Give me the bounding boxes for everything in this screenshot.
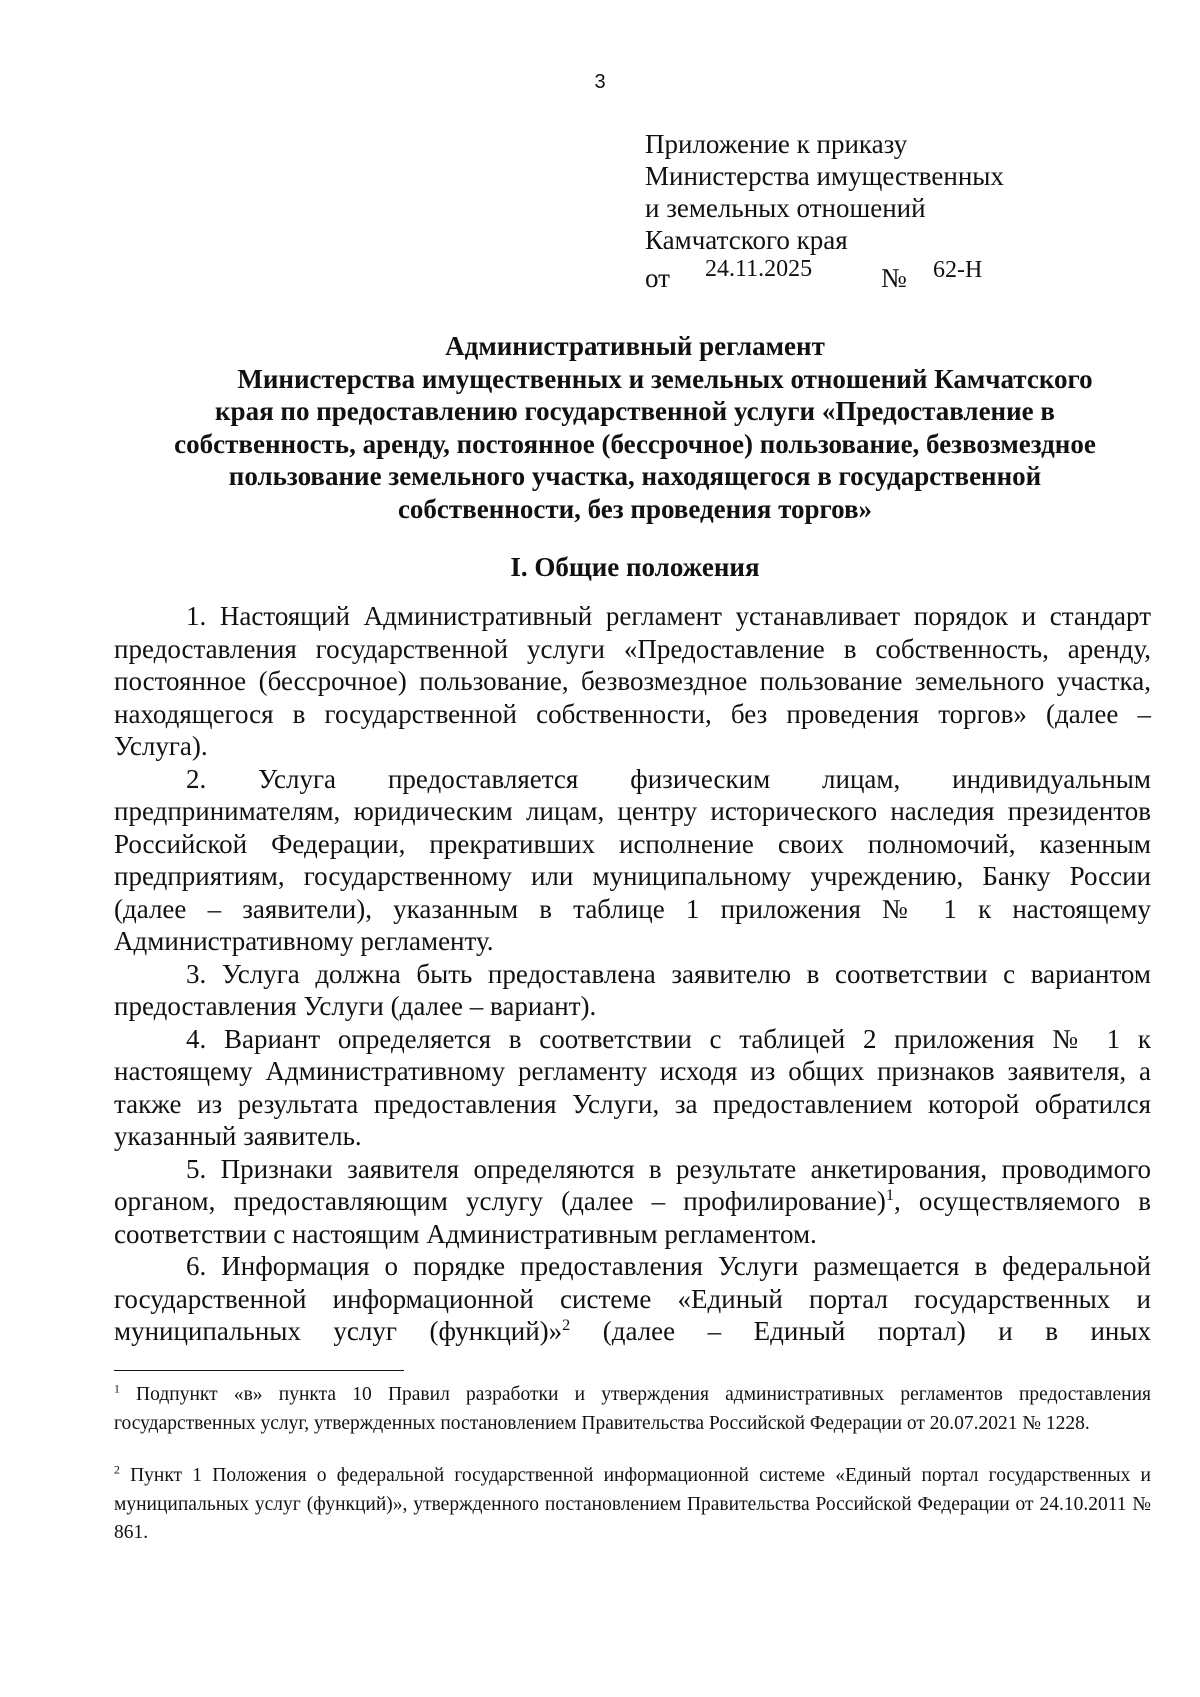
page-number: 3 [594, 71, 606, 93]
appendix-line: и земельных отношений [645, 193, 926, 223]
footnote-text: Подпункт «в» пункта 10 Правил разработки и утверждения административных регламентов предоставления государственных услуг, утвержденных постановлением Правительства Российской Федерации от 20.07.2021 № 1228. [114, 1384, 1151, 1434]
footnote-1 [114, 1381, 1151, 1438]
paragraph-3: 3. Услуга должна быть предоставлена заявителю в соответствии с вариантом предоставления Услуги (далее – вариант). [114, 958, 1151, 1021]
footnote-divider [114, 1370, 404, 1371]
number-sign: № [881, 263, 907, 293]
paragraph-6-text-cont: (далее – Единый портал) и в иных [570, 1316, 1151, 1346]
paragraph-5-text-cont: , осуществляемого в соответствии с настоящим Административным регламентом. [114, 1186, 1151, 1249]
paragraph-5 [114, 1153, 1151, 1251]
paragraph-1: 1. Настоящий Административный регламент устанавливает порядок и стандарт предоставления государственной услуги «Предоставление в собственность, аренду, постоянное (бессрочное) пользование, безвозмездное пользование земельного участка, находящегося в государственной собственности, без проведения торгов» (далее – Услуга). [114, 601, 1151, 761]
footnote-text: Пункт 1 Положения о федеральной государственной информационной системе «Единый портал государственных и муниципальных услуг (функций)», утвержденного постановлением Правительства Российской Федерации от 24.10.2011 № 861. [114, 1465, 1151, 1543]
appendix-line: Министерства имущественных [645, 161, 1004, 191]
appendix-line: Приложение к приказу [645, 129, 908, 159]
paragraph-6 [114, 1250, 1151, 1348]
order-date: 24.11.2025 [705, 256, 813, 282]
appendix-block [645, 128, 1125, 293]
document-body [114, 600, 1151, 1348]
document-title [140, 330, 1130, 525]
footnotes [114, 1381, 1151, 1548]
title-line: Министерства имущественных и земельных отношений Камчатского [237, 363, 1093, 394]
order-number: 62-Н [933, 257, 983, 283]
title-line: Административный регламент [445, 331, 825, 361]
footnote-ref-1: 1 [885, 1186, 894, 1204]
footnote-mark: 1 [114, 1382, 120, 1396]
title-line: собственность, аренду, постоянное (бессрочное) пользование, безвозмездное [174, 428, 1096, 459]
paragraph-4: 4. Вариант определяется в соответствии с таблицей 2 приложения № 1 к настоящему Административному регламенту исходя из общих признаков заявителя, а также из результата предоставления Услуги, за предоставлением которой обратился указанный заявитель. [114, 1023, 1151, 1151]
paragraph-5-text: 5. Признаки заявителя определяются в результате анкетирования, проводимого органом, предоставляющим услугу (далее – профилирование) [114, 1153, 1151, 1216]
paragraph-2: 2. Услуга предоставляется физическим лицам, индивидуальным предпринимателям, юридическим лицам, центру исторического наследия президентов Российской Федерации, прекративших исполнение своих полномочий, казенным предприятиям, государственному или муниципальному учреждению, Банку России (далее – заявители), указанным в таблице 1 приложения № 1 к настоящему Административному регламенту. [114, 763, 1151, 956]
footnote-ref-2: 2 [562, 1316, 571, 1334]
appendix-line: Камчатского края [645, 225, 848, 255]
order-date-line [645, 256, 1125, 293]
paragraph-6-text: 6. Информация о порядке предоставления Услуги размещается в федеральной государственной информационной системе «Единый портал государственных и муниципальных услуг (функций)» [114, 1251, 1151, 1346]
title-line: пользование земельного участка, находящегося в государственной [228, 461, 1042, 491]
title-line: края по предоставлению государственной услуги «Предоставление в [215, 396, 1055, 426]
title-line: собственности, без проведения торгов» [397, 493, 873, 524]
from-label: от [645, 263, 670, 293]
section-heading: I. Общие положения [510, 552, 760, 582]
footnote-2 [114, 1462, 1151, 1548]
footnote-mark: 2 [114, 1463, 120, 1477]
